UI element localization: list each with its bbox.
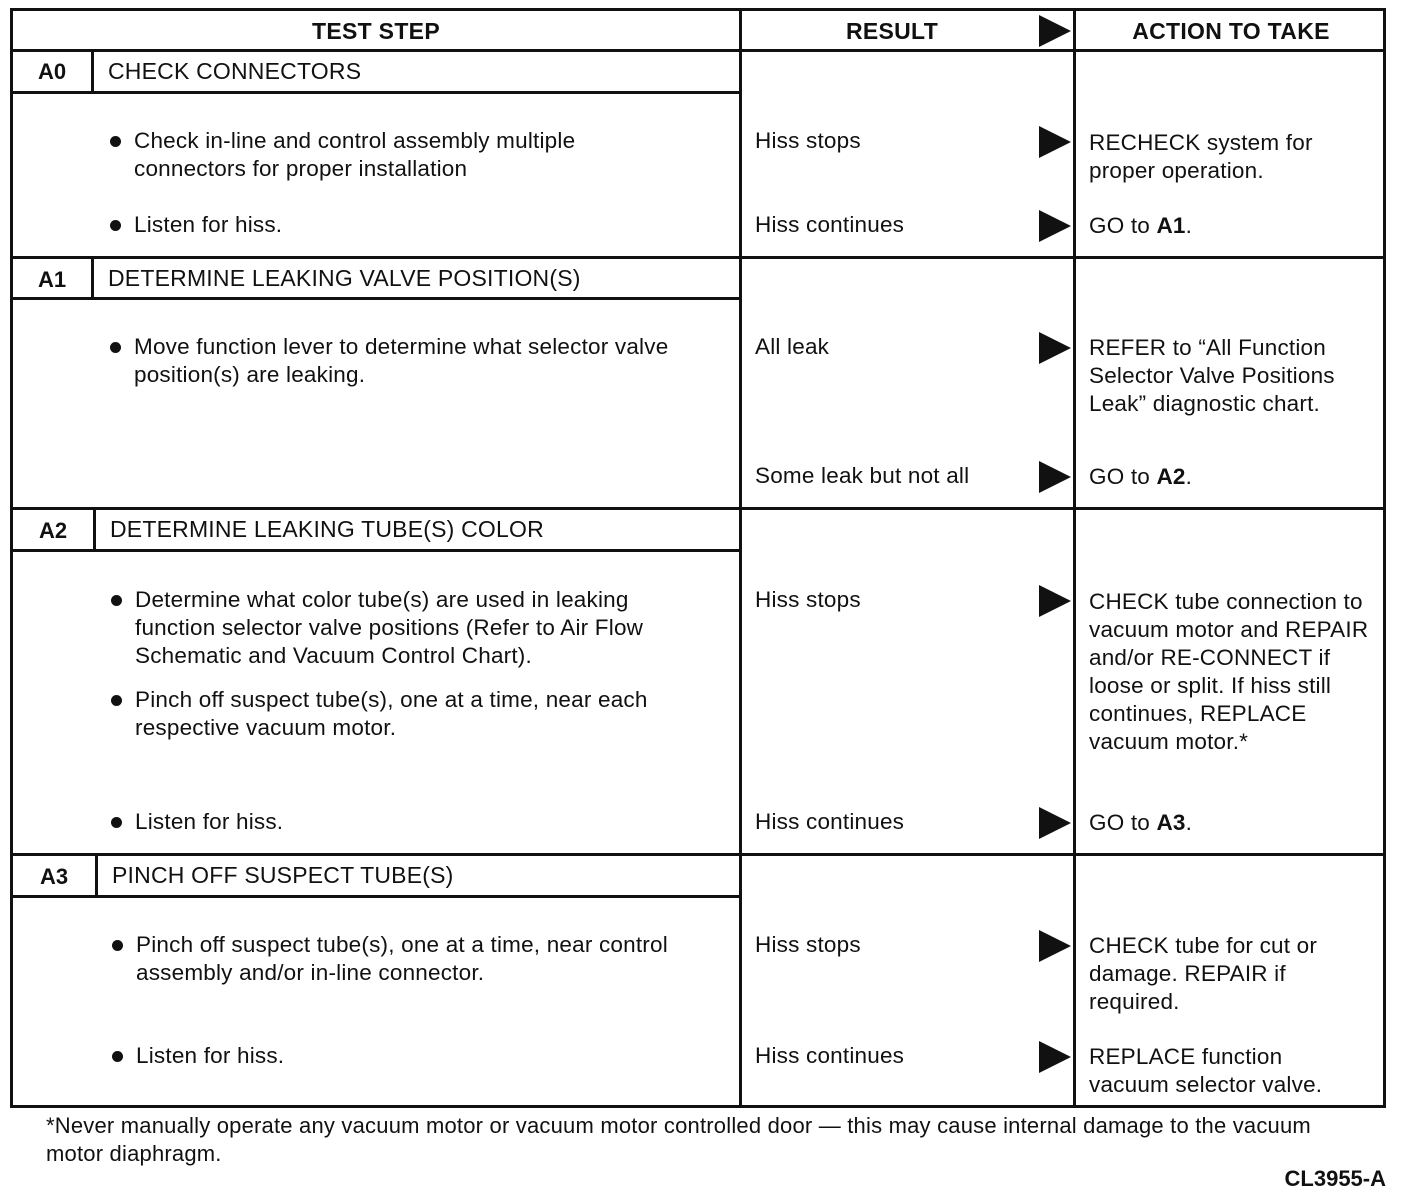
step-title: DETERMINE LEAKING TUBE(S) COLOR <box>110 516 544 542</box>
action-text: RECHECK system for proper operation. <box>1089 130 1313 183</box>
section-rule <box>13 853 1383 856</box>
result-text: Hiss continues <box>755 1043 905 1068</box>
step-ref: A1 <box>1156 213 1186 238</box>
step-title-rule <box>13 91 739 94</box>
bullet-icon <box>110 220 121 231</box>
result-text: Some leak but not all <box>755 463 970 488</box>
diagnostic-table: TEST STEP RESULT ACTION TO TAKE A0 CHECK CONNECTORS Check in-line and control assembly multiple connectors for proper installation Listen for hiss. Hiss stops Hiss continues RECHECK system for proper operation. GO to A1. A1 DETERMINE LEAKING VALVE POSITION(S) Move function lever to determine what selector valve position(s) are leaking. All leak Some leak but not all REFER to “All Function Selector Valve Positions Leak” diagnostic chart. GO to A2. A2 DETERMINE LEAKING TUBE(S) COLOR Determine what color tube(s) are used in leaking function selector valve positions (Refer to Air Flow Schematic and Vacuum Control Chart). Pinch off suspect tube(s), one at a time, near each respective vacuum motor. Listen for hiss. Hiss stops Hiss continues CHECK tube connection to vacuum motor and REPAIR and/or RE-CONNECT if loose or split. If hiss still continues, REPLACE vacuum motor.* GO to A3. A3 PINCH OFF SUSPECT TUBE(S) Pinch off suspect tube(s), one at a time, near control assembly and/or in-line connector. Listen for hiss. Hiss stops Hiss continues CHECK tube for cut or damage. REPAIR if required. REPLACE function vacuum selector valve. <box>10 8 1386 1108</box>
action-text: REFER to “All Function Selector Valve Positions Leak” diagnostic chart. <box>1089 335 1335 416</box>
action-text: CHECK tube connection to vacuum motor and REPAIR and/or RE-CONNECT if loose or split. If hiss still continues, REPLACE vacuum motor.* <box>1089 589 1369 754</box>
step-id-divider <box>91 256 94 300</box>
result-text: All leak <box>755 334 830 359</box>
bullet-icon <box>111 695 122 706</box>
result-text: Hiss continues <box>755 809 905 834</box>
figure-code: CL3955-A <box>1284 1166 1386 1191</box>
header-test-step: TEST STEP <box>312 18 440 44</box>
section-rule <box>13 256 1383 259</box>
result-text: Hiss continues <box>755 212 905 237</box>
step-ref: A2 <box>1156 464 1186 489</box>
action-text: GO to A2. <box>1089 464 1193 489</box>
step-title: CHECK CONNECTORS <box>108 58 362 84</box>
step-id: A0 <box>37 59 67 84</box>
result-arrow-icon <box>1039 461 1071 493</box>
step-title-rule <box>13 549 739 552</box>
step-id-divider <box>93 507 96 551</box>
step-title: PINCH OFF SUSPECT TUBE(S) <box>112 862 454 888</box>
step-id-divider <box>91 49 94 93</box>
result-text: Hiss stops <box>755 932 861 957</box>
header-action: ACTION TO TAKE <box>1132 18 1330 44</box>
header-rule <box>13 49 1383 52</box>
column-divider <box>739 11 742 1105</box>
step-id: A1 <box>37 267 67 292</box>
bullet-icon <box>111 817 122 828</box>
action-text: GO to A3. <box>1089 810 1193 835</box>
step-id: A3 <box>39 864 69 889</box>
result-text: Hiss stops <box>755 587 861 612</box>
step-ref: A3 <box>1156 810 1186 835</box>
header-result: RESULT <box>845 18 939 44</box>
step-title-rule <box>13 895 739 898</box>
bullet-icon <box>112 940 123 951</box>
step-id-divider <box>95 853 98 897</box>
result-arrow-icon <box>1039 210 1071 242</box>
result-text: Hiss stops <box>755 128 861 153</box>
step-id: A2 <box>38 518 68 543</box>
result-arrow-icon <box>1039 332 1071 364</box>
section-rule <box>13 507 1383 510</box>
action-text: CHECK tube for cut or damage. REPAIR if required. <box>1089 933 1318 1014</box>
column-divider <box>1073 11 1076 1105</box>
bullet-icon <box>110 342 121 353</box>
bullet-icon <box>112 1051 123 1062</box>
result-arrow-icon <box>1039 807 1071 839</box>
footnote: *Never manually operate any vacuum motor or vacuum motor controlled door — this may cause internal damage to the vacuum motor diaphragm. <box>46 1113 1311 1166</box>
header-arrow-icon <box>1039 15 1071 47</box>
result-arrow-icon <box>1039 585 1071 617</box>
bullet-icon <box>111 595 122 606</box>
bullet-icon <box>110 136 121 147</box>
result-arrow-icon <box>1039 930 1071 962</box>
step-title-rule <box>13 297 739 300</box>
result-arrow-icon <box>1039 126 1071 158</box>
result-arrow-icon <box>1039 1041 1071 1073</box>
step-title: DETERMINE LEAKING VALVE POSITION(S) <box>108 265 581 291</box>
action-text: REPLACE function vacuum selector valve. <box>1089 1044 1323 1097</box>
action-text: GO to A1. <box>1089 213 1193 238</box>
